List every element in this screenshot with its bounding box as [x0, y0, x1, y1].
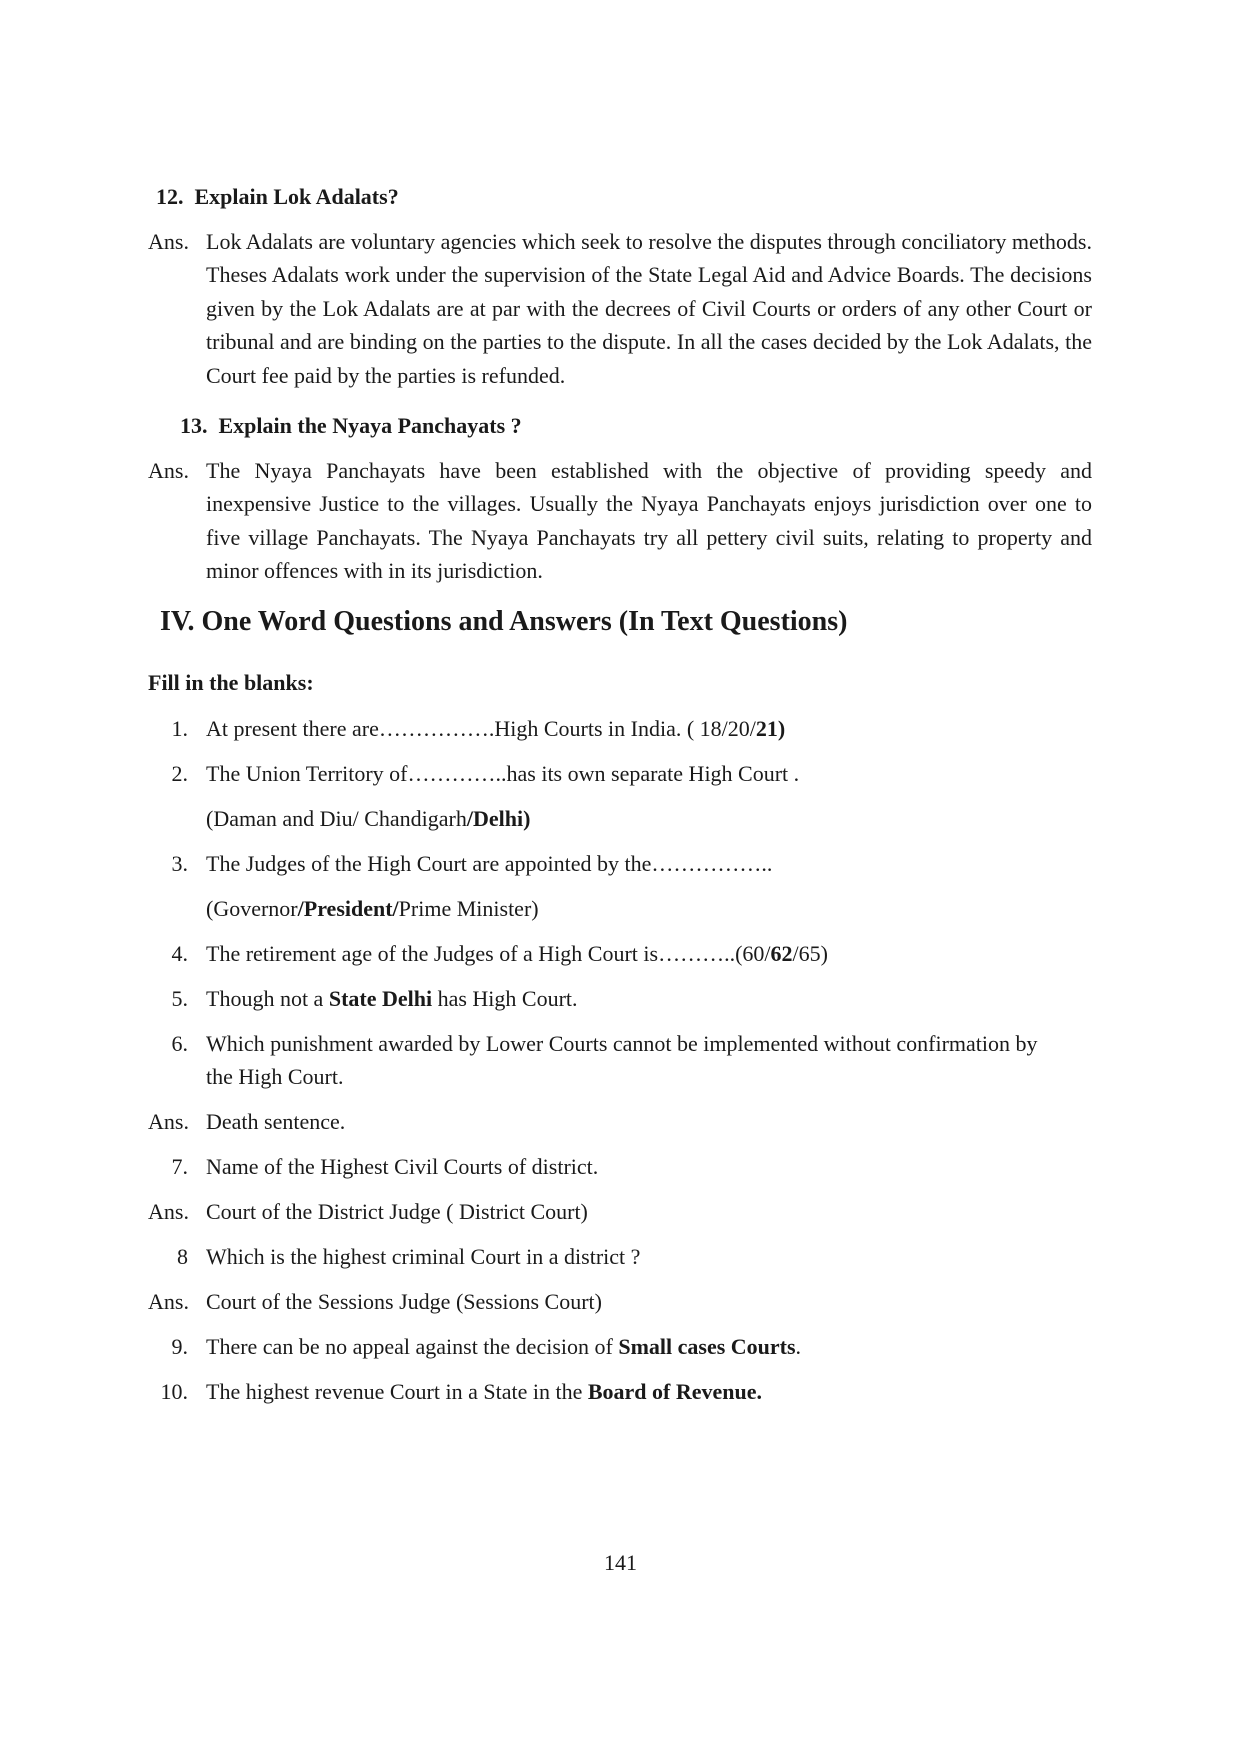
- item-1-text: At present there are…………….High Courts in India. ( 18/20/21): [206, 716, 786, 741]
- item-8-answer-label: Ans.: [148, 1289, 189, 1314]
- item-8-text: Which is the highest criminal Court in a district ?: [206, 1244, 641, 1269]
- item-6-text-line1: Which punishment awarded by Lower Courts cannot be implemented without confirmation by: [206, 1031, 1038, 1056]
- answer-13-text: The Nyaya Panchayats have been established with the objective of providing speedy and inexpensive Justice to the villages. Usually the Nyaya Panchayats enjoys jurisdiction over one to five village Panchayats. The Nyaya Panchayats try all pettery civil suits, relating to property and minor offences with in its jurisdiction.: [206, 458, 1092, 584]
- question-12-number: 12.: [156, 184, 184, 209]
- item-6-number: 6.: [171, 1031, 188, 1056]
- item-5-number: 5.: [171, 986, 188, 1011]
- item-6-answer-label: Ans.: [148, 1109, 189, 1134]
- item-7-text: Name of the Highest Civil Courts of district.: [206, 1154, 599, 1179]
- item-6-text-line2: the High Court.: [206, 1064, 344, 1089]
- question-12-title: Explain Lok Adalats?: [194, 184, 399, 209]
- item-4-number: 4.: [171, 941, 188, 966]
- answer-13-label: Ans.: [148, 458, 189, 483]
- item-7-answer-label: Ans.: [148, 1199, 189, 1224]
- question-13-heading: [180, 413, 522, 439]
- page-number: 141: [604, 1550, 637, 1575]
- item-5-text: Though not a State Delhi has High Court.: [206, 986, 578, 1011]
- item-9-text: There can be no appeal against the decision of Small cases Courts.: [206, 1334, 802, 1359]
- item-2-options: (Daman and Diu/ Chandigarh/Delhi): [206, 806, 531, 831]
- fill-blanks-heading: Fill in the blanks:: [148, 670, 314, 695]
- answer-12-label: Ans.: [148, 229, 189, 254]
- item-3-options: (Governor/President/Prime Minister): [206, 896, 539, 921]
- section-heading: IV. One Word Questions and Answers (In Text Questions): [160, 606, 848, 637]
- item-7-answer: Court of the District Judge ( District Court): [206, 1199, 588, 1224]
- item-6-answer: Death sentence.: [206, 1109, 346, 1134]
- question-12-heading: [156, 184, 399, 210]
- question-13-title: Explain the Nyaya Panchayats ?: [218, 413, 522, 438]
- item-10-number: 10.: [160, 1379, 188, 1404]
- item-2-number: 2.: [171, 761, 188, 786]
- item-10-text: The highest revenue Court in a State in the Board of Revenue.: [206, 1379, 762, 1404]
- item-9-number: 9.: [171, 1334, 188, 1359]
- item-8-answer: Court of the Sessions Judge (Sessions Court): [206, 1289, 602, 1314]
- item-3-text: The Judges of the High Court are appointed by the……………..: [206, 851, 773, 876]
- item-3-number: 3.: [171, 851, 188, 876]
- answer-12-text: Lok Adalats are voluntary agencies which seek to resolve the disputes through conciliatory methods. Theses Adalats work under the supervision of the State Legal Aid and Advice Boards. The decisions given by the Lok Adalats are at par with the decrees of Civil Courts or orders of any other Court or tribunal and are binding on the parties to the dispute. In all the cases decided by the Lok Adalats, the Court fee paid by the parties is refunded.: [206, 229, 1092, 388]
- item-2-text: The Union Territory of…………..has its own separate High Court .: [206, 761, 800, 786]
- question-13-number: 13.: [180, 413, 208, 438]
- item-1-number: 1.: [171, 716, 188, 741]
- item-8-number: 8: [177, 1244, 188, 1269]
- item-7-number: 7.: [171, 1154, 188, 1179]
- item-4-text: The retirement age of the Judges of a High Court is………..(60/62/65): [206, 941, 828, 966]
